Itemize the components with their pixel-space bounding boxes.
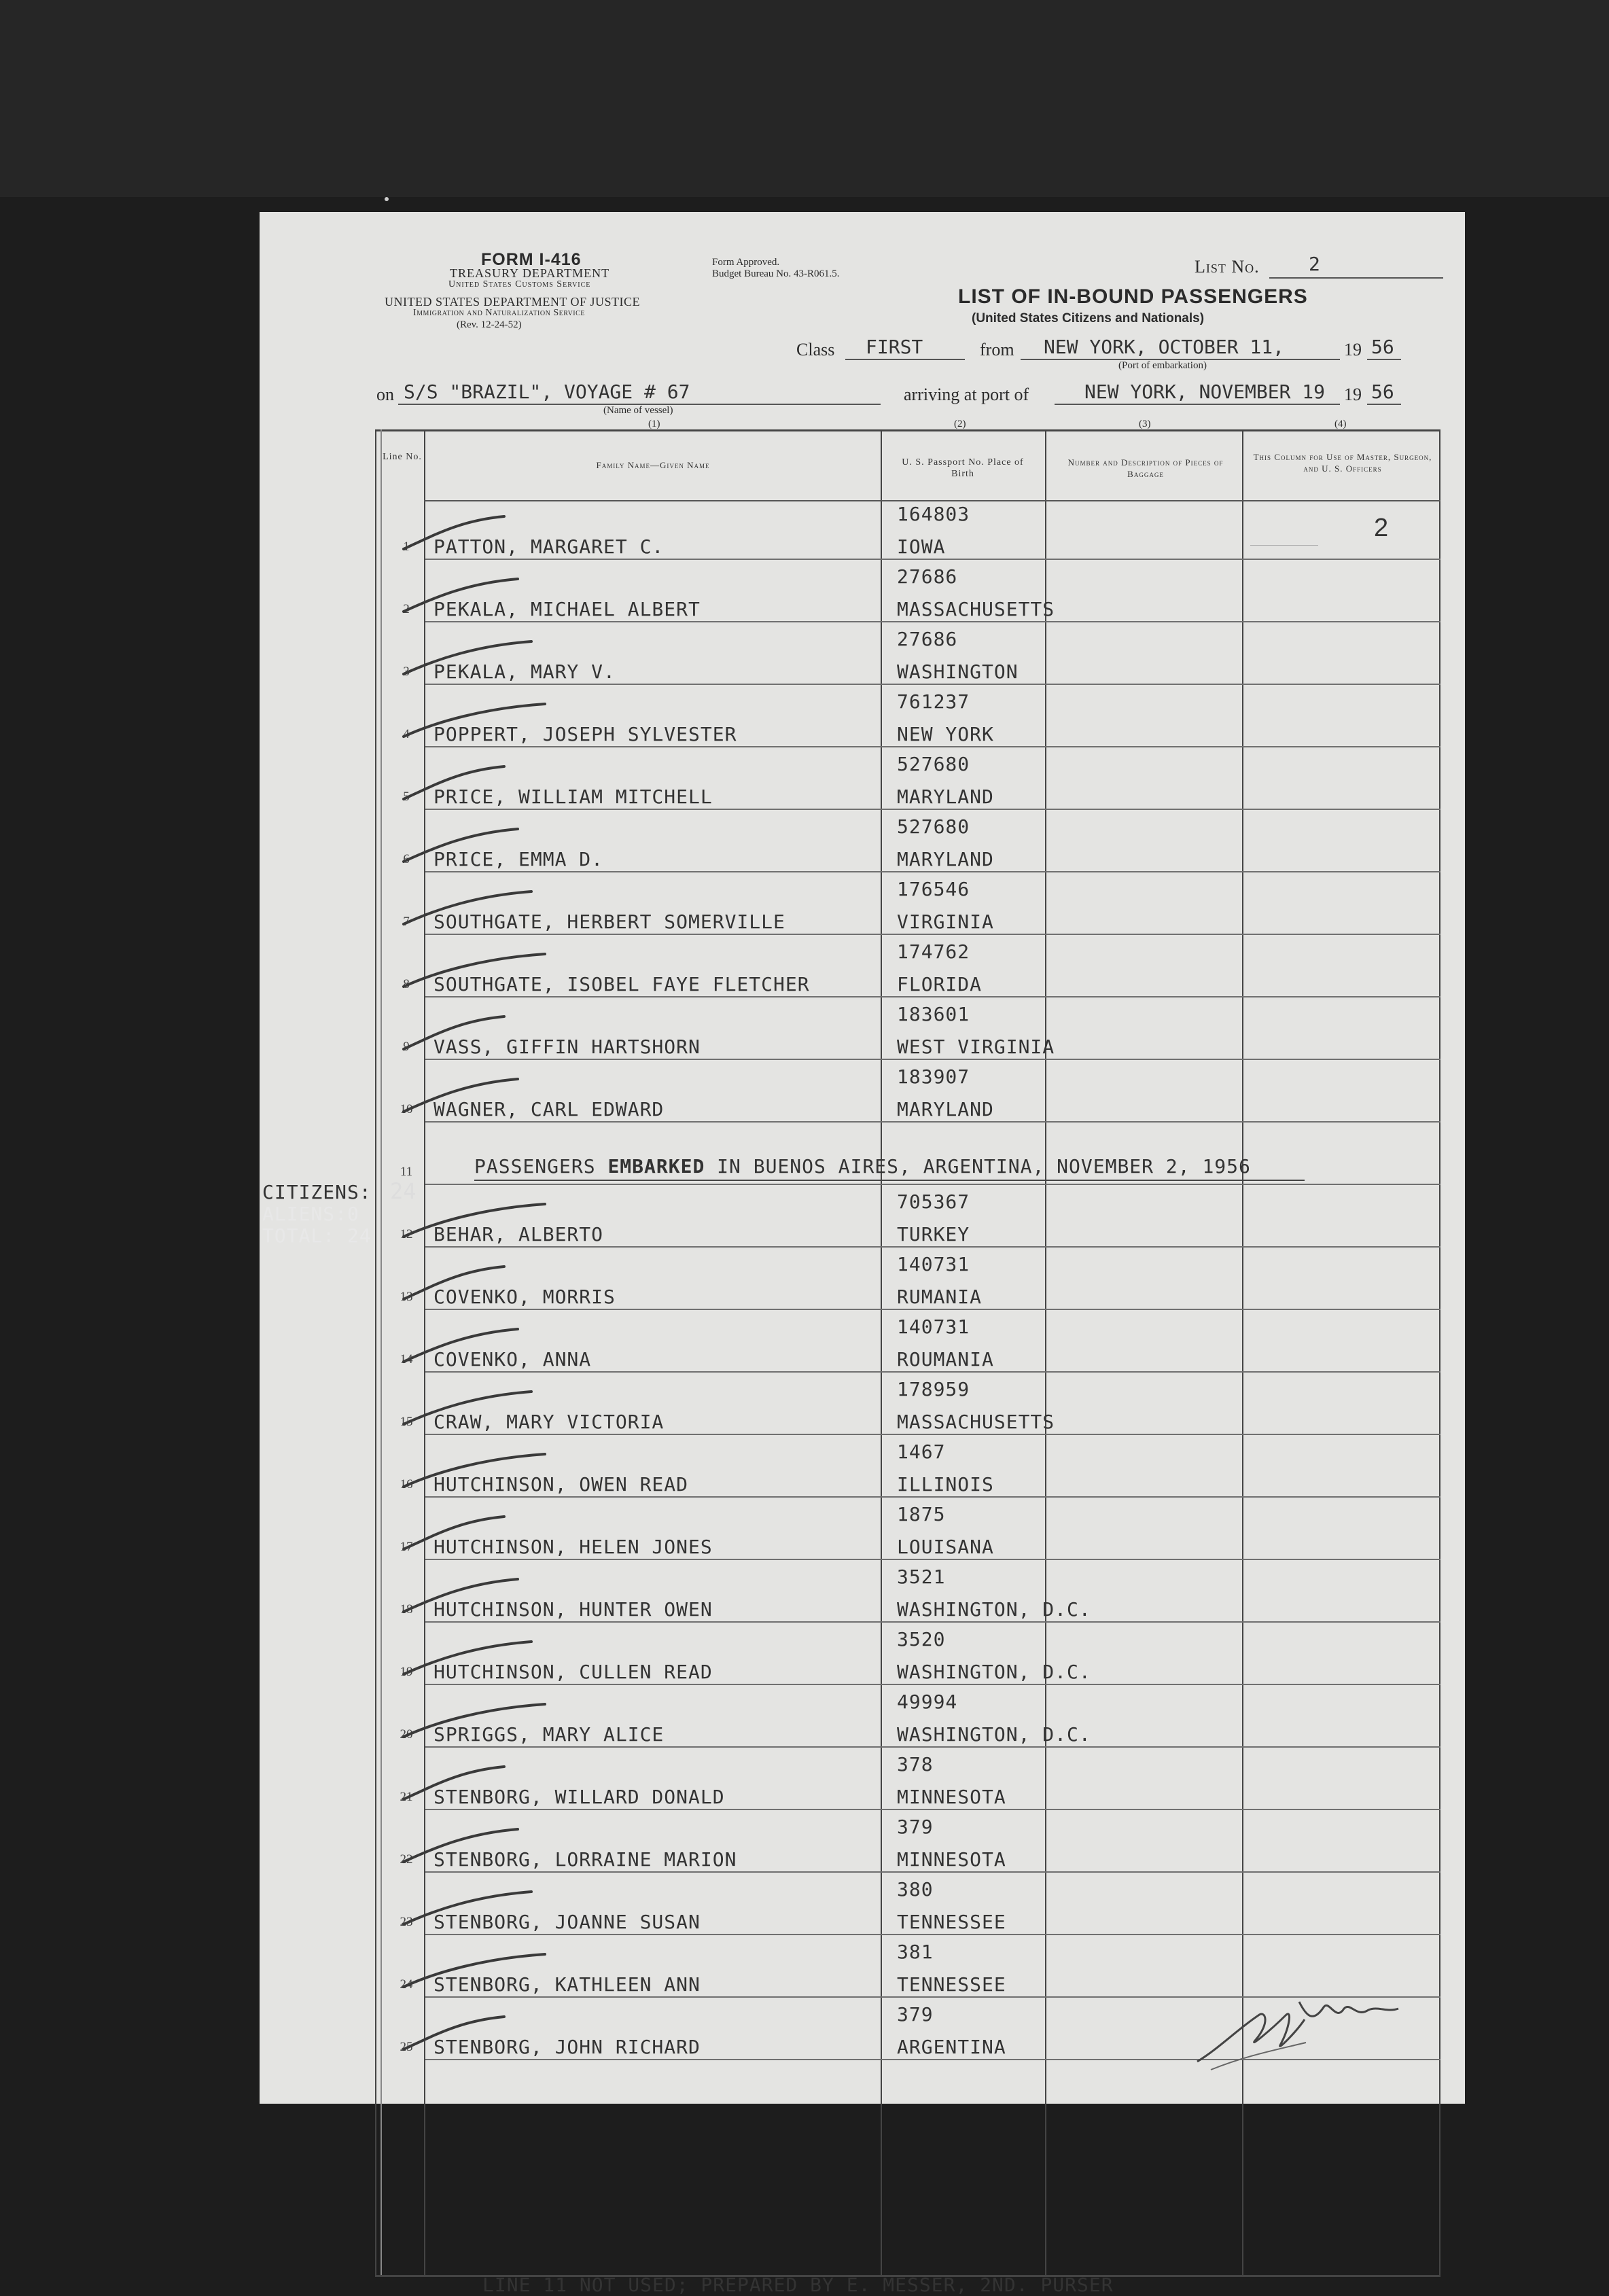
check-mark (395, 819, 559, 867)
embark-note (474, 1155, 1251, 1178)
row-divider (425, 1059, 1440, 1060)
passenger-name: POPPERT, JOSEPH SYLVESTER (434, 723, 737, 745)
line-number: 21 (400, 1790, 413, 1804)
embark-note-underline (474, 1180, 1305, 1181)
from-label: from (980, 340, 1014, 359)
passport-number: 27686 (897, 628, 958, 650)
customs-service: United States Customs Service (448, 279, 591, 289)
place-of-birth: LOUISANA (897, 1536, 994, 1558)
check-mark (395, 1695, 559, 1742)
check-mark (395, 1257, 559, 1305)
page-title: LIST OF IN-BOUND PASSENGERS (958, 285, 1308, 308)
list-no-value: 2 (1309, 253, 1320, 275)
row-divider (425, 1684, 1440, 1685)
check-mark (395, 944, 559, 992)
row-divider (425, 1746, 1440, 1748)
passenger-name: STENBORG, KATHLEEN ANN (434, 1973, 701, 1996)
passenger-name: VASS, GIFFIN HARTSHORN (434, 1036, 701, 1058)
arrive-year-underline (1367, 404, 1401, 405)
passport-number: 3521 (897, 1566, 946, 1588)
line-number: 17 (400, 1540, 413, 1554)
ins-service: Immigration and Naturalization Service (413, 308, 585, 318)
footer-note: LINE 11 NOT USED; PREPARED BY E. MESSER, 2ND. PURSER (482, 2274, 1114, 2296)
col-header-name: Family Name—Given Name (596, 460, 710, 470)
table-header-bottom (424, 500, 1440, 501)
col-header-line-no: Line No. (383, 452, 422, 462)
row-divider (425, 934, 1440, 935)
arrive-year-prefix: 19 (1344, 385, 1362, 404)
passenger-name: HUTCHINSON, OWEN READ (434, 1473, 689, 1496)
col-num-3: (3) (1139, 419, 1151, 429)
tally-total: TOTAL: 24 (262, 1224, 372, 1247)
check-mark (395, 2007, 559, 2055)
passport-number: 1467 (897, 1441, 946, 1463)
passport-number: 379 (897, 2003, 934, 2026)
passport-number: 27686 (897, 565, 958, 588)
place-of-birth: IOWA (897, 535, 946, 558)
passenger-name: STENBORG, WILLARD DONALD (434, 1786, 725, 1808)
passport-number: 140731 (897, 1315, 970, 1338)
form-id: FORM I-416 (481, 250, 582, 269)
check-mark (395, 757, 559, 805)
line-number: 2 (403, 602, 410, 616)
scan-border (0, 0, 1609, 197)
col-header-officers: This Column for Use of Master, Surgeon, and U. S. Officers (1253, 452, 1432, 474)
check-mark (395, 1507, 559, 1555)
place-of-birth: VIRGINIA (897, 911, 994, 933)
line-number: 11 (400, 1165, 413, 1179)
place-of-birth: WASHINGTON, D.C. (897, 1598, 1091, 1621)
passport-number: 178959 (897, 1378, 970, 1400)
check-mark (395, 1945, 559, 1992)
check-mark (395, 1320, 559, 1367)
row-divider (425, 684, 1440, 685)
check-mark (395, 1382, 559, 1430)
place-of-birth: WASHINGTON (897, 660, 1019, 683)
line-number: 12 (400, 1227, 413, 1241)
place-of-birth: WEST VIRGINIA (897, 1036, 1055, 1058)
check-mark (395, 694, 559, 742)
place-of-birth: NEW YORK (897, 723, 994, 745)
check-mark (395, 507, 559, 554)
passport-number: 183601 (897, 1003, 970, 1025)
row-divider (425, 996, 1440, 997)
justice-dept: UNITED STATES DEPARTMENT OF JUSTICE (385, 295, 641, 308)
budget-bureau: Budget Bureau No. 43-R061.5. (712, 268, 840, 279)
col-header-baggage: Number and Description of Pieces of Baggage (1067, 457, 1224, 479)
row-divider (425, 1309, 1440, 1310)
row-divider (425, 1871, 1440, 1873)
row-divider (425, 1184, 1440, 1185)
place-of-birth: MASSACHUSETTS (897, 598, 1055, 620)
row-divider (425, 1559, 1440, 1560)
col-header-passport: U. S. Passport No. Place of Birth (902, 457, 1024, 479)
row-divider (425, 1434, 1440, 1435)
check-mark (395, 569, 559, 617)
check-mark (395, 1882, 559, 1930)
arriving-underline (1055, 404, 1340, 405)
line-number: 22 (400, 1852, 413, 1867)
class-value: FIRST (866, 336, 923, 358)
passenger-manifest-sheet (260, 212, 1465, 2296)
place-of-birth: RUMANIA (897, 1286, 983, 1308)
passenger-name: STENBORG, LORRAINE MARION (434, 1848, 737, 1871)
check-mark (395, 1570, 559, 1617)
list-no-underline (1269, 277, 1443, 279)
passenger-name: PRICE, EMMA D. (434, 848, 604, 870)
passenger-name: COVENKO, ANNA (434, 1348, 592, 1371)
table-left-inner-border (381, 429, 382, 2276)
row-divider (425, 621, 1440, 622)
passport-number: 705367 (897, 1190, 970, 1213)
name-divider (881, 429, 882, 2276)
col-num-2: (2) (954, 419, 966, 429)
passport-number: 381 (897, 1941, 934, 1963)
check-mark (395, 1757, 559, 1805)
line-number: 18 (400, 1602, 413, 1617)
line-number: 23 (400, 1915, 413, 1929)
scan-speck (385, 197, 389, 201)
passenger-name: PRICE, WILLIAM MITCHELL (434, 785, 713, 808)
passport-number: 164803 (897, 503, 970, 525)
from-year-prefix: 19 (1344, 340, 1362, 359)
line-number: 24 (400, 1977, 413, 1992)
line-number: 7 (403, 915, 410, 929)
officer-signature (1190, 1975, 1408, 2077)
tally-citizens: CITIZENS: (262, 1181, 372, 1203)
arriving-value: NEW YORK, NOVEMBER 19 (1084, 381, 1326, 403)
check-mark (395, 632, 559, 679)
line-number: 9 (403, 1040, 410, 1054)
row-divider (425, 871, 1440, 872)
passenger-name: PATTON, MARGARET C. (434, 535, 665, 558)
place-of-birth: TENNESSEE (897, 1911, 1006, 1933)
row-divider (425, 1246, 1440, 1248)
passport-number: 527680 (897, 753, 970, 775)
place-of-birth: MARYLAND (897, 785, 994, 808)
line-number: 25 (400, 2040, 413, 2054)
line-number: 16 (400, 1477, 413, 1491)
passenger-name: PEKALA, MICHAEL ALBERT (434, 598, 701, 620)
row-divider (425, 809, 1440, 810)
passport-number: 3520 (897, 1628, 946, 1650)
passport-number: 378 (897, 1753, 934, 1776)
passport-number: 761237 (897, 690, 970, 713)
class-underline (845, 359, 965, 360)
place-of-birth: WASHINGTON, D.C. (897, 1661, 1091, 1683)
col-num-1: (1) (648, 419, 660, 429)
place-of-birth: TENNESSEE (897, 1973, 1006, 1996)
embark-note-prefix: PASSENGERS (474, 1155, 608, 1178)
place-of-birth: MARYLAND (897, 1098, 994, 1120)
officer-dash-mark (1250, 545, 1318, 546)
from-value: NEW YORK, OCTOBER 11, (1044, 336, 1285, 358)
passport-number: 183907 (897, 1065, 970, 1088)
line-number: 8 (403, 977, 410, 991)
place-of-birth: MINNESOTA (897, 1848, 1006, 1871)
row-divider (425, 1371, 1440, 1373)
passenger-name: HUTCHINSON, CULLEN READ (434, 1661, 713, 1683)
place-of-birth: ROUMANIA (897, 1348, 994, 1371)
passenger-name: WAGNER, CARL EDWARD (434, 1098, 665, 1120)
officer-column-mark: 2 (1374, 514, 1389, 542)
place-of-birth: MARYLAND (897, 848, 994, 870)
passport-number: 49994 (897, 1691, 958, 1713)
passenger-name: SOUTHGATE, ISOBEL FAYE FLETCHER (434, 973, 810, 995)
place-of-birth: WASHINGTON, D.C. (897, 1723, 1091, 1746)
tally-aliens: ALIENS:0 (262, 1203, 359, 1225)
line-number: 15 (400, 1415, 413, 1429)
passport-number: 140731 (897, 1253, 970, 1275)
page-subtitle: (United States Citizens and Nationals) (972, 311, 1205, 325)
embark-note-suffix: IN BUENOS AIRES, ARGENTINA, NOVEMBER 2, 1956 (705, 1155, 1251, 1178)
passport-number: 176546 (897, 878, 970, 900)
check-mark (395, 882, 559, 930)
place-of-birth: ILLINOIS (897, 1473, 994, 1496)
check-mark (395, 1820, 559, 1867)
row-divider (425, 559, 1440, 560)
table-left-border (375, 429, 376, 2276)
row-divider (425, 1121, 1440, 1123)
row-divider (425, 1496, 1440, 1498)
line-number: 4 (403, 727, 410, 741)
on-label: on (376, 385, 394, 404)
row-divider (425, 1809, 1440, 1810)
line-number: 5 (403, 790, 410, 804)
line-number: 13 (400, 1290, 413, 1304)
line-number: 14 (400, 1352, 413, 1366)
passenger-name: SOUTHGATE, HERBERT SOMERVILLE (434, 911, 785, 933)
passenger-name: COVENKO, MORRIS (434, 1286, 616, 1308)
tally-citizens-value: 24 (390, 1178, 417, 1204)
passenger-name: PEKALA, MARY V. (434, 660, 616, 683)
passport-number: 379 (897, 1816, 934, 1838)
check-mark (395, 1445, 559, 1492)
passport-divider (1045, 429, 1046, 2276)
passenger-name: BEHAR, ALBERTO (434, 1223, 604, 1246)
passenger-name: SPRIGGS, MARY ALICE (434, 1723, 665, 1746)
passenger-name: HUTCHINSON, HUNTER OWEN (434, 1598, 713, 1621)
row-divider (425, 746, 1440, 747)
table-right-border (1439, 429, 1440, 2276)
place-of-birth: FLORIDA (897, 973, 983, 995)
place-of-birth: MINNESOTA (897, 1786, 1006, 1808)
table-top-border (375, 429, 1440, 431)
from-year-value: 56 (1371, 336, 1394, 358)
line-number: 6 (403, 852, 410, 866)
vessel-note: (Name of vessel) (603, 405, 673, 416)
place-of-birth: ARGENTINA (897, 2036, 1006, 2058)
check-mark (395, 1070, 559, 1117)
vessel-value: S/S "BRAZIL", VOYAGE # 67 (404, 381, 690, 403)
form-approved: Form Approved. (712, 257, 780, 268)
passenger-name: CRAW, MARY VICTORIA (434, 1411, 665, 1433)
line-number: 19 (400, 1665, 413, 1679)
from-year-underline (1367, 359, 1401, 360)
arrive-year-value: 56 (1371, 381, 1394, 403)
passenger-name: HUTCHINSON, HELEN JONES (434, 1536, 713, 1558)
col-num-4: (4) (1334, 419, 1347, 429)
passport-number: 527680 (897, 815, 970, 838)
line-number: 10 (400, 1102, 413, 1116)
row-divider (425, 1621, 1440, 1623)
line-number: 3 (403, 665, 410, 679)
line-number: 20 (400, 1727, 413, 1742)
class-label: Class (796, 340, 835, 359)
treasury-dept: TREASURY DEPARTMENT (450, 266, 610, 280)
check-mark (395, 1632, 559, 1680)
passenger-name: STENBORG, JOANNE SUSAN (434, 1911, 701, 1933)
port-embark-note: (Port of embarkation) (1118, 360, 1207, 371)
check-mark (395, 1007, 559, 1055)
row-divider (425, 1934, 1440, 1935)
list-no-label: List No. (1195, 257, 1260, 277)
passenger-name: STENBORG, JOHN RICHARD (434, 2036, 701, 2058)
passport-number: 1875 (897, 1503, 946, 1525)
passport-number: 380 (897, 1878, 934, 1901)
check-mark (395, 1195, 559, 1242)
place-of-birth: TURKEY (897, 1223, 970, 1246)
place-of-birth: MASSACHUSETTS (897, 1411, 1055, 1433)
arriving-label: arriving at port of (904, 385, 1029, 404)
revision-date: (Rev. 12-24-52) (457, 319, 522, 330)
embark-note-emph: EMBARKED (607, 1155, 705, 1178)
passport-number: 174762 (897, 940, 970, 963)
line-number: 1 (403, 540, 410, 554)
